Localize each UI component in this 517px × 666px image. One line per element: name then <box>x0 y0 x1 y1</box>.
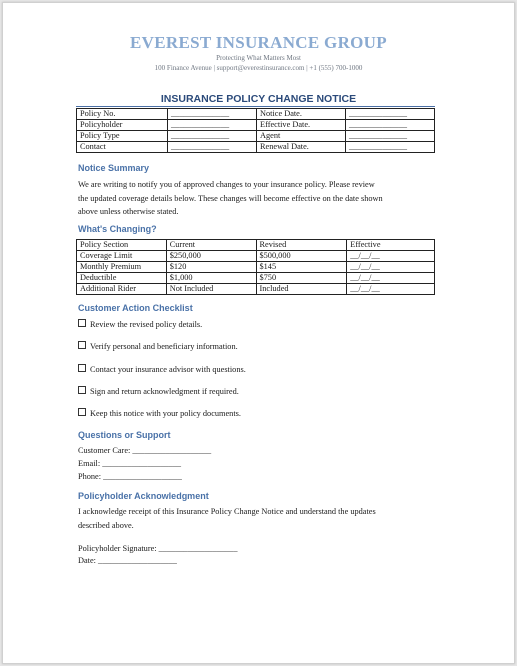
title-divider <box>76 106 435 107</box>
phone-field: Phone: ___________________ <box>78 472 182 481</box>
checklist-item <box>78 386 239 396</box>
checkbox[interactable] <box>78 319 86 327</box>
table-cell: ______________ <box>346 120 435 131</box>
customer-care-field: Customer Care: ___________________ <box>78 446 212 455</box>
table-header-row <box>77 240 435 251</box>
document-title: INSURANCE POLICY CHANGE NOTICE <box>160 93 357 105</box>
checklist-item <box>78 319 202 329</box>
column-header: Revised <box>256 240 347 251</box>
table-cell: __/__/__ <box>347 284 435 295</box>
table-cell: __/__/__ <box>347 262 435 273</box>
company-tagline: Protecting What Matters Most <box>216 54 301 62</box>
table-cell: Policy Type <box>77 131 168 142</box>
table-cell: Notice Date. <box>257 109 346 120</box>
table-row <box>77 142 435 153</box>
table-cell: $1,000 <box>166 273 256 284</box>
table-cell: Additional Rider <box>77 284 167 295</box>
checklist-label: Contact your insurance advisor with questions. <box>90 365 246 374</box>
checkbox[interactable] <box>78 386 86 394</box>
table-cell: Coverage Limit <box>77 251 167 262</box>
summary-line: We are writing to notify you of approved changes to your insurance policy. Please review <box>78 180 375 189</box>
company-name: EVEREST INSURANCE GROUP <box>130 33 387 52</box>
section-heading-acknowledgment: Policyholder Acknowledgment <box>78 491 209 501</box>
table-cell: $750 <box>256 273 347 284</box>
table-cell: Deductible <box>77 273 167 284</box>
column-header: Policy Section <box>77 240 167 251</box>
table-cell: ______________ <box>168 131 257 142</box>
table-cell: ______________ <box>168 120 257 131</box>
table-row <box>77 284 435 295</box>
checkbox[interactable] <box>78 341 86 349</box>
table-cell: Policyholder <box>77 120 168 131</box>
table-cell: $145 <box>256 262 347 273</box>
section-heading-checklist: Customer Action Checklist <box>78 303 193 313</box>
table-cell: Monthly Premium <box>77 262 167 273</box>
table-row <box>77 131 435 142</box>
column-header: Current <box>166 240 256 251</box>
table-cell: __/__/__ <box>347 251 435 262</box>
table-cell: $500,000 <box>256 251 347 262</box>
table-row <box>77 273 435 284</box>
acknowledgment-line: I acknowledge receipt of this Insurance Policy Change Notice and understand the updates <box>78 507 376 516</box>
checklist-item <box>78 341 238 351</box>
acknowledgment-paragraph <box>78 505 440 532</box>
table-cell: Policy No. <box>77 109 168 120</box>
section-heading-support: Questions or Support <box>78 430 171 440</box>
email-field: Email: ___________________ <box>78 459 182 468</box>
table-cell: ______________ <box>168 109 257 120</box>
table-row <box>77 251 435 262</box>
table-cell: Contact <box>77 142 168 153</box>
table-cell: $250,000 <box>166 251 256 262</box>
table-row <box>77 109 435 120</box>
company-contact: 100 Finance Avenue | support@everestinsurance.com | +1 (555) 700-1000 <box>154 64 363 72</box>
table-cell: ______________ <box>346 142 435 153</box>
changes-table <box>76 239 435 295</box>
table-cell: Effective Date. <box>257 120 346 131</box>
checklist-label: Verify personal and beneficiary information. <box>90 342 238 351</box>
summary-paragraph <box>78 178 440 219</box>
checklist-label: Keep this notice with your policy documents. <box>90 409 241 418</box>
checklist-label: Review the revised policy details. <box>90 320 203 329</box>
summary-line: the updated coverage details below. These changes will become effective on the date shown <box>78 193 383 203</box>
table-cell: Renewal Date. <box>257 142 346 153</box>
table-cell: ______________ <box>168 142 257 153</box>
table-cell: Not Included <box>166 284 256 295</box>
table-cell: Included <box>256 284 347 295</box>
date-field: Date: ___________________ <box>78 556 177 565</box>
checkbox[interactable] <box>78 364 86 372</box>
document-page <box>2 2 515 664</box>
table-cell: $120 <box>166 262 256 273</box>
acknowledgment-line: described above. <box>78 520 134 530</box>
table-cell: __/__/__ <box>347 273 435 284</box>
checkbox[interactable] <box>78 408 86 416</box>
policy-info-table <box>76 108 435 153</box>
section-heading-changes: What's Changing? <box>78 224 157 234</box>
checklist-item <box>78 408 241 418</box>
column-header: Effective <box>347 240 435 251</box>
signature-field: Policyholder Signature: ___________________ <box>78 544 238 553</box>
checklist-label: Sign and return acknowledgment if required. <box>90 387 239 396</box>
section-heading-summary: Notice Summary <box>78 163 150 173</box>
table-row <box>77 262 435 273</box>
checklist-item <box>78 364 246 374</box>
table-row <box>77 120 435 131</box>
table-cell: Agent <box>257 131 346 142</box>
table-cell: ______________ <box>346 109 435 120</box>
summary-line: above unless otherwise stated. <box>78 207 179 216</box>
table-cell: ______________ <box>346 131 435 142</box>
